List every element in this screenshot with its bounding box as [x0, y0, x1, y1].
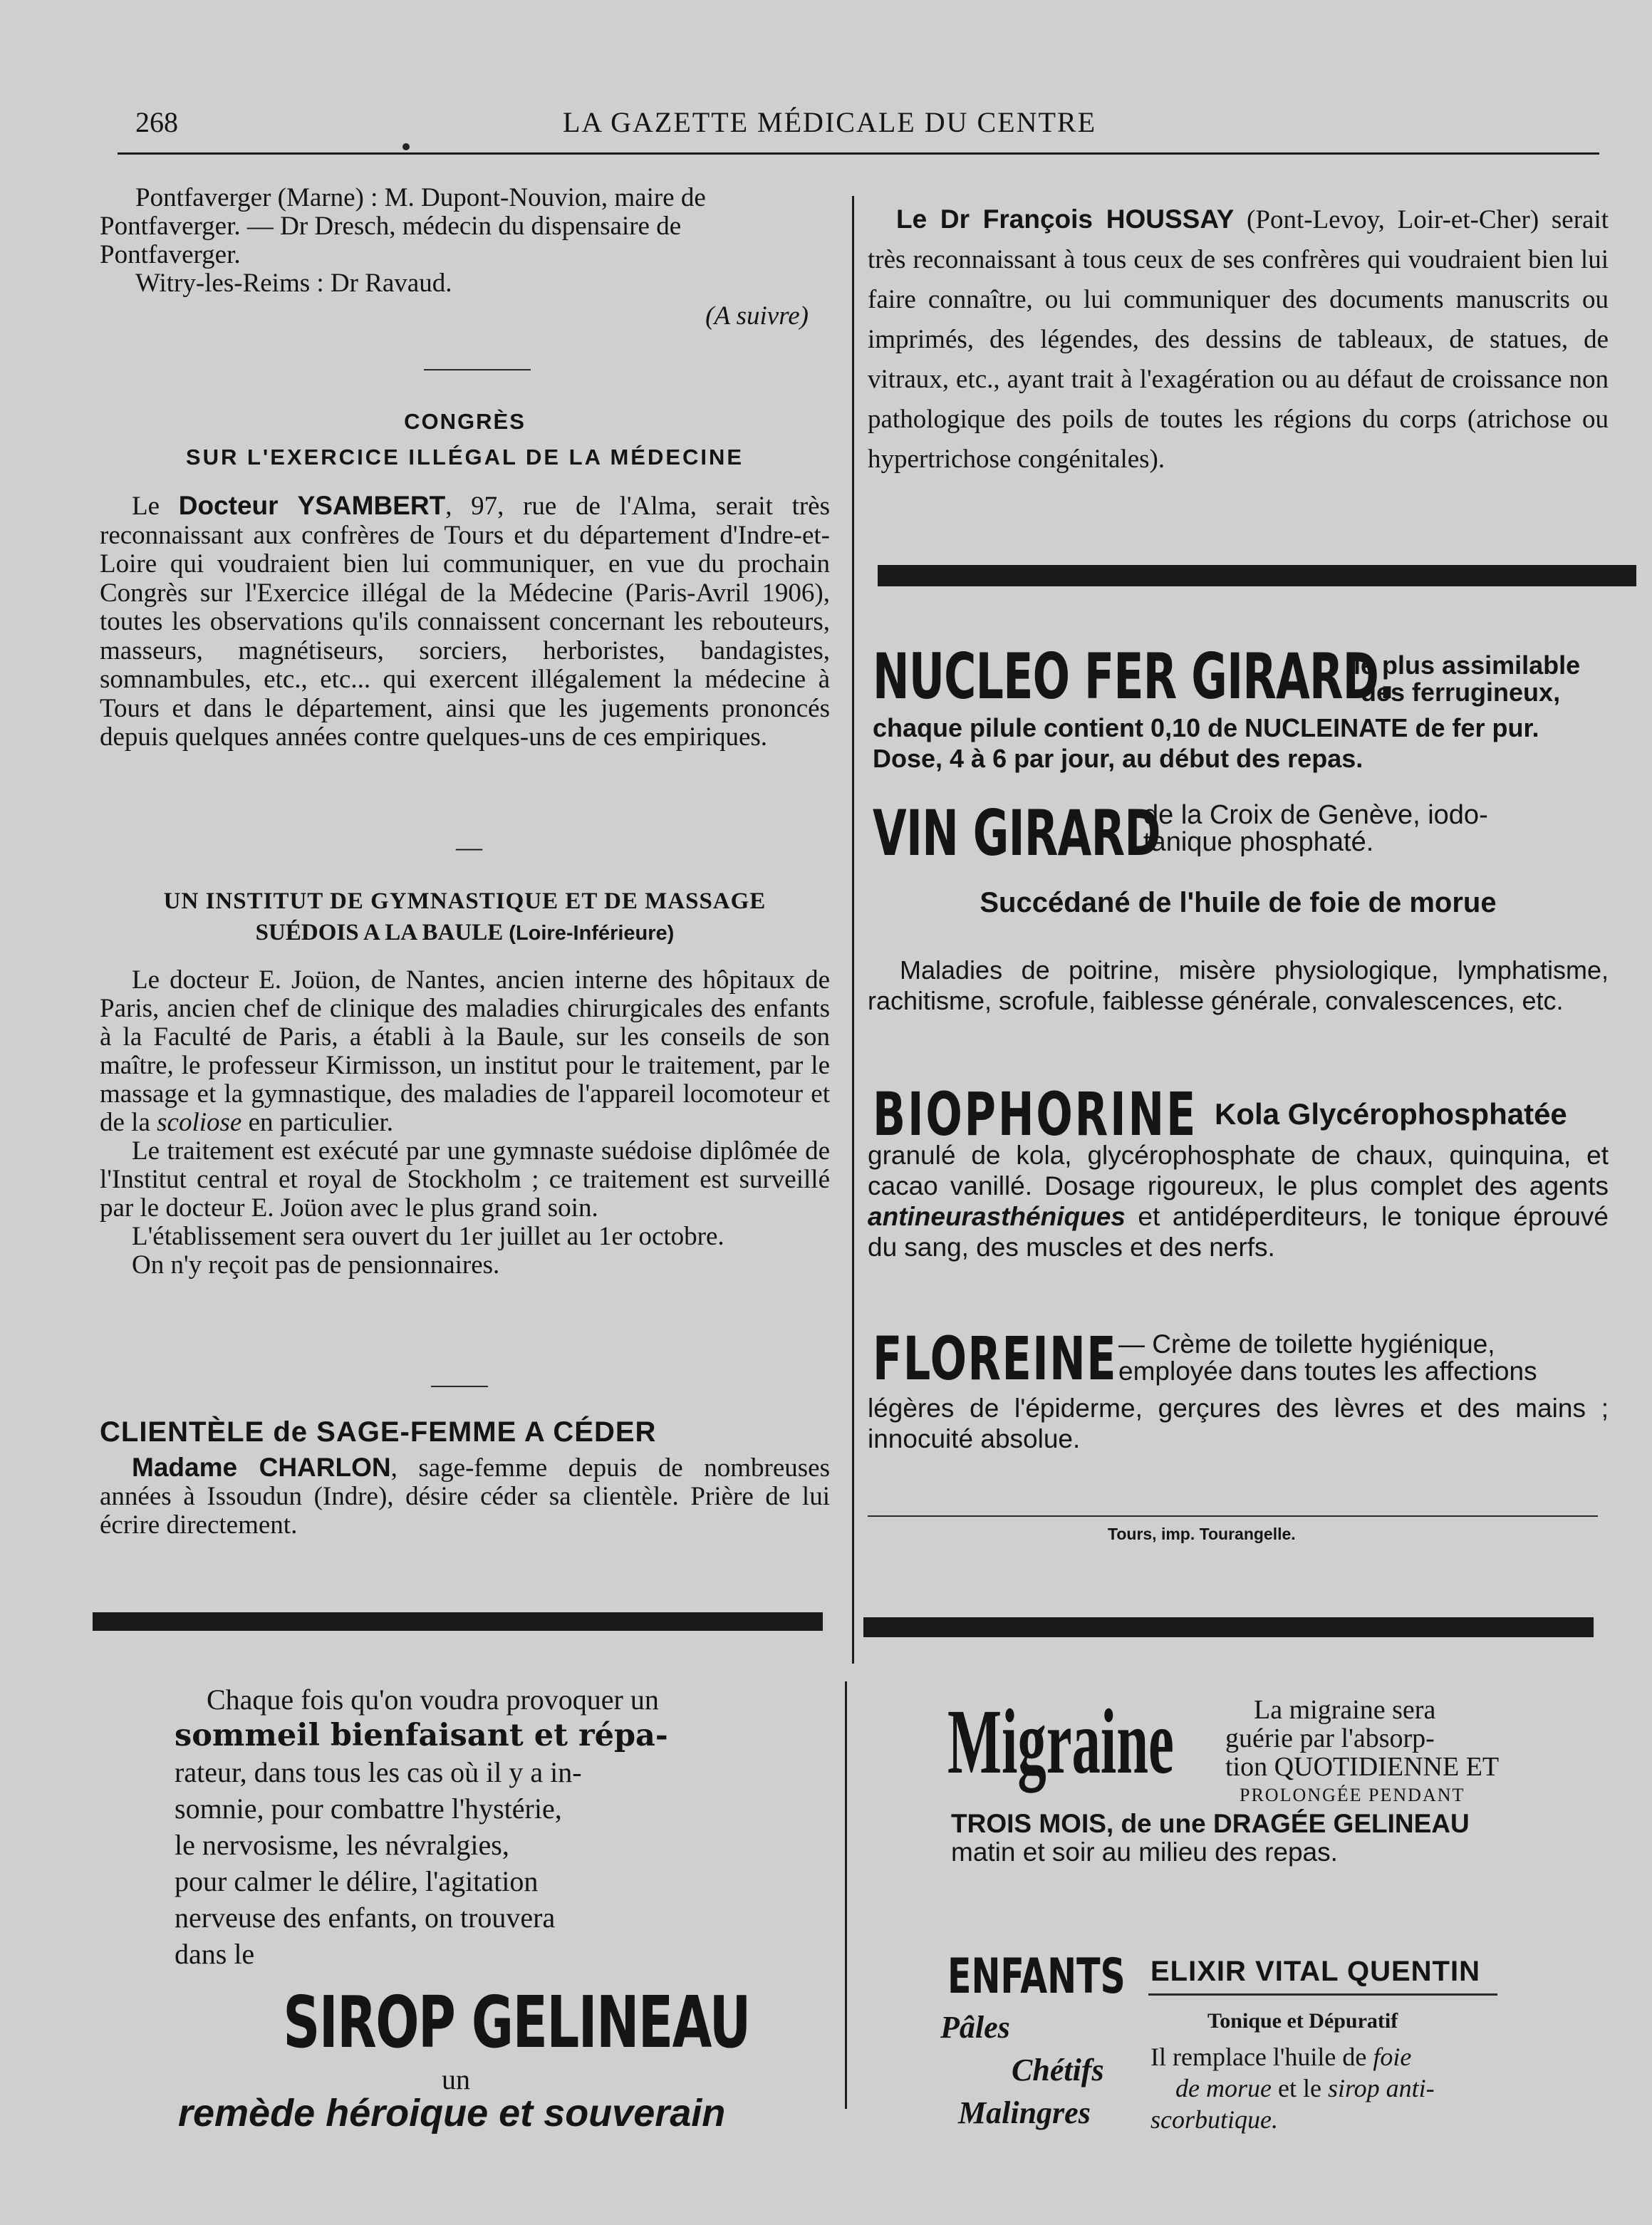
sirop-product-name: SIROP GELINEAU [283, 1981, 750, 2064]
elixir-body-line1 [1150, 2041, 1435, 2073]
intro-line: Pontfaverger. — Dr Dresch, médecin du dispensaire de [100, 212, 682, 241]
vin-tag1: de la Croix de Genève, iodo- [1143, 800, 1488, 830]
clientele-title: CLIENTÈLE de SAGE-FEMME A CÉDER [100, 1416, 657, 1448]
biophorine-text-a: granulé de kola, glycérophosphate de chaux, quinquina, et cacao vanillé. Dosage rigoureux, le plus complet des agents [868, 1141, 1609, 1200]
elixir-body2-it: de morue [1175, 2074, 1272, 2102]
printer-imprint: Tours, imp. Tourangelle. [1108, 1525, 1296, 1543]
floreine-body [868, 1393, 1609, 1454]
midwife-name: Madame CHARLON [132, 1453, 391, 1482]
elixir-body [1150, 2041, 1435, 2135]
enfants-word-chetifs: Chétifs [1012, 2053, 1104, 2087]
institut-region: (Loire-Inférieure) [503, 922, 675, 945]
journal-title: LA GAZETTE MÉDICALE DU CENTRE [563, 106, 1097, 138]
biophorine-tag: Kola Glycérophosphatée [1215, 1097, 1567, 1131]
sirop-line: pour calmer le délire, l'agitation [175, 1865, 539, 1897]
elixir-body2-it2: sirop anti- [1327, 2074, 1435, 2102]
nucleo-line3: chaque pilule contient 0,10 de NUCLEINATE de fer pur. [873, 713, 1539, 742]
printer-rule [868, 1515, 1598, 1517]
houssay-section [868, 199, 1609, 479]
congres-lead: Le [132, 492, 179, 521]
elixir-tonique: Tonique et Dépuratif [1207, 2009, 1398, 2033]
vin-subtitle: Succédané de l'huile de foie de morue [980, 887, 1497, 918]
institut-para1-text: Le docteur E. Joüon, de Nantes, ancien interne des hôpitaux de Paris, ancien chef de clinique des maladies chirurgicales des enfants à la Faculté de Paris, a établi à la Baule, sur les conseils de son maître, le professeur Kirmisson, un institut pour le traitement, par le massage et la gymnastique, des maladies de l'appareil locomoteur et de la [100, 965, 830, 1137]
elixir-product: ELIXIR VITAL QUENTIN [1150, 1956, 1480, 1987]
intro-line: Pontfaverger. [100, 240, 241, 269]
congres-title: CONGRÈS [404, 409, 526, 434]
biophorine-italic: antineurasthéniques [868, 1202, 1126, 1231]
congres-text: , 97, rue de l'Alma, serait très reconnaissant aux confrères de Tours et du département d'Indre-et-Loire qui voudraient bien lui communiquer, en vue du prochain Congrès sur l'Exercice illégal de la Médecine (Paris-Avril 1906), toutes les observations qu'ils connaissent concernant les rebouteurs, masseurs, magnétiseurs, sorciers, herboristes, bandagistes, somnambules, etc., etc... qui exercent illégalement la médecine à Tours et dans le département, ainsi que les jugements prononcés depuis quelques années contre quelques-uns de ces empiriques. [100, 492, 830, 752]
a-suivre: (A suivre) [705, 301, 809, 331]
elixir-body2: et le [1271, 2074, 1328, 2102]
nucleo-brand-text: NUCLEO FER GIRARD. [873, 640, 1395, 713]
elixir-body1-it: foie [1373, 2043, 1412, 2071]
institut-para4: On n'y reçoit pas de pensionnaires. [132, 1250, 500, 1280]
migraine-brand-text: Migraine [947, 1691, 1174, 1793]
sirop-line: dans le [175, 1938, 255, 1970]
floreine-tag2: employée dans toutes les affections [1118, 1357, 1537, 1386]
institut-para1 [100, 966, 830, 1137]
vin-tagline [1143, 802, 1488, 856]
houssay-prefix: Le Dr [896, 204, 983, 234]
migraine-lower [951, 1810, 1470, 1867]
dash-separator: — [456, 833, 482, 862]
congres-subtitle: SUR L'EXERCICE ILLÉGAL DE LA MÉDECINE [185, 445, 744, 470]
nucleo-tagline [1354, 652, 1580, 706]
heavy-bar-right-lower [863, 1617, 1594, 1637]
institut-place: SUÉDOIS A LA BAULE [255, 920, 504, 945]
nucleo-tag1: le plus assimilable [1354, 650, 1581, 680]
floreine-brand-text: FLOREINE [873, 1324, 1117, 1394]
sirop-slogan: remède héroique et souverain [178, 2092, 726, 2135]
sirop-line: nerveuse des enfants, on trouvera [175, 1902, 556, 1934]
migraine-text-block [1225, 1696, 1499, 1810]
houssay-name: François HOUSSAY [982, 204, 1235, 234]
sirop-line: Chaque fois qu'on voudra provoquer un [207, 1684, 659, 1716]
nucleo-details [873, 712, 1614, 774]
migraine-line4: PROLONGÉE PENDANT [1240, 1785, 1465, 1805]
houssay-body [868, 199, 1609, 479]
institut-subtitle [100, 918, 830, 948]
institut-para2: Le traitement est exécuté par une gymnaste suédoise diplômée de l'Institut central et royal de Stockholm ; ce traitement est surveillé par le docteur E. Joüon avec le plus grand soin. [100, 1136, 830, 1223]
institut-para1-end: en particulier. [241, 1108, 393, 1137]
elixir-body-line2 [1150, 2073, 1435, 2104]
biophorine-text-b: et antidéperditeurs, le tonique éprouvé du sang, des muscles et des nerfs. [868, 1202, 1609, 1262]
enfants-word-pales: Pâles [940, 2010, 1010, 2045]
congres-section [100, 408, 830, 752]
header-rule [118, 152, 1599, 155]
migraine-line1: La migraine sera [1254, 1695, 1436, 1725]
migraine-line5: TROIS MOIS, de une DRAGÉE GELINEAU [951, 1809, 1470, 1838]
institut-scoliose: scoliose [157, 1108, 242, 1137]
enfants-title-text: ENFANTS [947, 1949, 1126, 2005]
intro-line: Pontfaverger (Marne) : M. Dupont-Nouvion, maire de [135, 183, 706, 212]
header-rule-dot [402, 143, 410, 150]
houssay-text: (Pont-Levoy, Loir-et-Cher) serait très reconnaissant à tous ceux de ses confrères qui voudraient bien lui faire connaître, ou lui communiquer des documents manuscrits ou imprimés, des légendes, des dessins de tableaux, de statues, de vitraux, etc., ayant trait à l'exagération ou au défaut de croissance non pathologique des poils de toutes les régions du corps (atrichose ou hypertrichose congénitales). [868, 205, 1609, 474]
enfants-word-malingres: Malingres [958, 2095, 1091, 2130]
intro-line: Witry-les-Reims : Dr Ravaud. [135, 269, 452, 298]
doctor-name: Docteur YSAMBERT [178, 491, 446, 520]
migraine-line2: guérie par l'absorp- [1225, 1723, 1435, 1753]
floreine-tagline [1118, 1331, 1537, 1385]
floreine-tag1: — Crème de toilette hygiénique, [1118, 1329, 1495, 1359]
sirop-line: somnie, pour combattre l'hystérie, [175, 1793, 562, 1825]
sirop-line: sommeil bienfaisant et répa- [175, 1718, 668, 1753]
nucleo-line4: Dose, 4 à 6 par jour, au début des repas. [873, 744, 1363, 773]
vin-body-text: Maladies de poitrine, misère physiologique, lymphatisme, rachitisme, scrofule, faiblesse générale, convalescences, etc. [868, 955, 1609, 1015]
clientele-text: , sage-femme depuis de nombreuses années à Issoudun (Indre), désire céder sa clientèle. Prière de lui écrire directement. [100, 1453, 830, 1540]
vin-body [868, 955, 1609, 1016]
page-number: 268 [135, 106, 178, 138]
sirop-un: un [442, 2063, 470, 2095]
vin-brand-text: VIN GIRARD [873, 797, 1160, 870]
separator [424, 369, 531, 370]
institut-title: UN INSTITUT DE GYMNASTIQUE ET DE MASSAGE [163, 888, 767, 914]
vin-tag2: tanique phosphaté. [1143, 827, 1374, 857]
biophorine-body [868, 1140, 1609, 1262]
nucleo-tag2: des ferrugineux, [1361, 678, 1561, 707]
floreine-text: légères de l'épiderme, gerçures des lèvres et des mains ; innocuité absolue. [868, 1394, 1609, 1453]
clientele-body [100, 1453, 830, 1540]
institut-section [100, 887, 830, 1280]
sirop-line: le nervosisme, les névralgies, [175, 1829, 509, 1861]
elixir-underline [1148, 1993, 1497, 1996]
migraine-line6: matin et soir au milieu des repas. [951, 1837, 1338, 1867]
biophorine-brand-text: BIOPHORINE [873, 1079, 1198, 1149]
institut-para3: L'établissement sera ouvert du 1er juillet au 1er octobre. [132, 1222, 724, 1251]
sirop-ad [175, 1681, 766, 1972]
column-divider-lower [845, 1681, 847, 2109]
sirop-product [192, 1981, 750, 2064]
intro-block [100, 184, 830, 331]
elixir-body3: scorbutique. [1150, 2105, 1278, 2134]
heavy-bar-left [93, 1612, 823, 1631]
separator [431, 1386, 488, 1387]
clientele-section [100, 1418, 830, 1540]
elixir-body1: Il remplace l'huile de [1150, 2043, 1373, 2071]
heavy-bar-right [878, 565, 1636, 586]
congres-body [100, 492, 830, 752]
column-divider [852, 196, 854, 1664]
migraine-line3: tion QUOTIDIENNE ET [1225, 1752, 1500, 1782]
biophorine-text [868, 1140, 1609, 1262]
sirop-line: rateur, dans tous les cas où il y a in- [175, 1756, 582, 1788]
